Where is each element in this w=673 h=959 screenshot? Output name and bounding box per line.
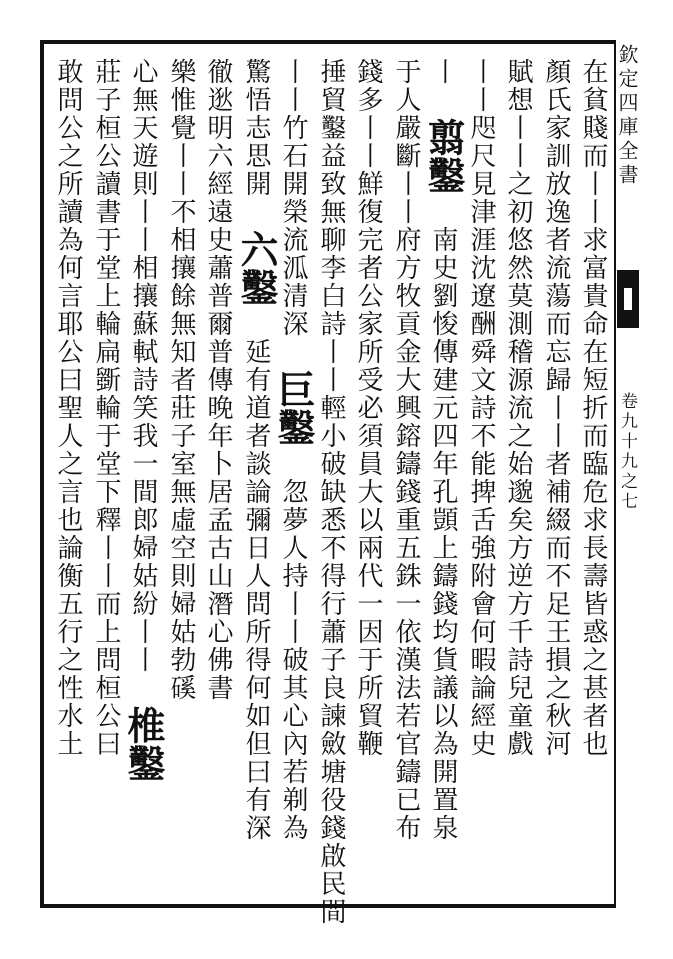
column-text: 于人嚴斷丨丨府方牧貢金大興鎔鑄錢重五銖一依漢法若官鑄已布 [391,58,421,842]
column-text: 在貧賤而丨丨求富貴命在短折而臨危求長壽皆惑之甚者也 [578,58,608,758]
column-text: 賦想丨丨之初悠然莫測稽源流之始邈矣方逆方千詩兒童戲 [503,58,533,758]
column-text: 驚悟志思開 [241,58,271,198]
text-column-7 [353,58,383,898]
text-column-2 [541,58,571,898]
column-text: 丨丨咫尺見津涯沈遼酬舜文詩不能捭舌強附會何暇論經史 [466,58,496,758]
text-column-13 [121,58,166,898]
text-column-14 [91,58,121,898]
text-column-9 [271,58,316,898]
column-text: 顏氏家訓放逸者流蕩而忘歸丨丨者補綴而不足王損之秋河 [541,58,571,758]
text-column-15 [53,58,83,898]
column-text: 丨丨竹石開榮流泒清深 [278,58,308,338]
text-column-1 [578,58,608,898]
column-text: 捶貿鑿益致無聊李白詩丨丨輕小破缺悉不得行蕭子良諫斂塘役錢啟民間 [316,58,346,926]
headword: 六鑿 [234,230,279,306]
column-text: 心無天遊則丨丨相攘蘇軾詩笑我一間郎婦姑紛丨丨 [128,58,158,674]
volume-label: 卷九十九之七 [617,392,637,512]
text-column-4 [466,58,496,898]
headword: 椎鑿 [121,706,166,782]
column-text: 錢多丨丨鮮復完者公家所受必須員大以兩代一因于所貿鞭 [353,58,383,758]
text-column-8 [316,58,346,926]
fish-tail-mark-gap [624,288,632,310]
text-column-12 [166,58,196,898]
column-text-after: 忽夢人持丨丨破其心內若剃為 [278,478,308,842]
column-text: 徹逖明六經遠史蕭普爾普傳晚年卜居孟古山潛心佛書 [203,58,233,702]
headword: 巨鑿 [271,370,316,446]
column-text: 南史劉悛傳建元四年孔顗上鑄錢均貨議以為開置泉 [428,226,458,842]
headword: 翦鑿 [421,118,466,194]
text-column-3 [503,58,533,898]
column-text: 莊子桓公讀書于堂上輪扁斵輪于堂下釋丨丨而上問桓公曰 [91,58,121,758]
text-column-11 [203,58,233,898]
text-column-6 [391,58,421,898]
column-text: 樂惟覺丨丨不相攘餘無知者莊子室無虛空則婦姑勃磎 [166,58,196,702]
running-head: 欽定四庫全書 [615,44,639,188]
column-text-after: 延有道者談論彌日人問所得何如但曰有深 [241,338,271,842]
column-text: 敢問公之所讀為何言耶公曰聖人之言也論衡五行之性水土 [53,58,83,758]
column-head-mark: 丨 [428,58,458,86]
text-column-10 [234,58,279,898]
text-column-5 [421,58,466,898]
